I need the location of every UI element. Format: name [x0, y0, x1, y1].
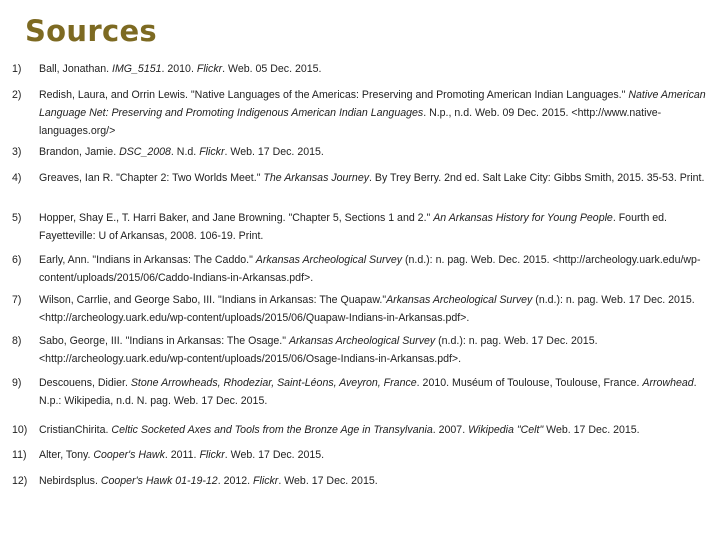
- reference-item: [12, 251, 708, 287]
- reference-title-italic: Arkansas Archeological Survey: [386, 294, 533, 306]
- reference-title-italic: DSC_2008: [119, 146, 171, 158]
- reference-number: 9): [12, 377, 22, 389]
- reference-text: [39, 209, 708, 245]
- reference-segment: . N.p.: Wikipedia, n.d. N. pag. Web. 17 Dec. 2015.: [39, 377, 697, 407]
- reference-text: [39, 251, 708, 287]
- reference-item: [12, 446, 708, 464]
- reference-item: [12, 332, 708, 368]
- reference-segment: Sabo, George, III. "Indians in Arkansas: The Osage.": [39, 335, 289, 347]
- reference-segment: Descouens, Didier.: [39, 377, 131, 389]
- reference-title-italic: Cooper's Hawk 01-19-12: [100, 475, 218, 487]
- reference-number: 8): [12, 335, 22, 347]
- reference-segment: . Web. 05 Dec. 2015.: [222, 63, 322, 75]
- reference-text: [39, 86, 708, 140]
- reference-number: 12): [12, 475, 28, 487]
- reference-number: 1): [12, 63, 22, 75]
- reference-text: [39, 60, 708, 78]
- reference-number: 11): [12, 449, 27, 461]
- reference-segment: . 2007.: [432, 424, 469, 436]
- reference-segment: . Web. 17 Dec. 2015.: [224, 449, 325, 461]
- reference-title-italic: Arrowhead: [642, 377, 694, 389]
- reference-item: [12, 472, 708, 490]
- reference-item: [12, 374, 708, 410]
- reference-segment: CristianChirita.: [39, 424, 112, 436]
- reference-segment: Wilson, Carrlie, and George Sabo, III. "Indians in Arkansas: The Quapaw.": [39, 294, 387, 306]
- reference-number: 5): [12, 212, 22, 224]
- reference-segment: . Fourth ed. Fayetteville: U of Arkansas, 2008. 106-19. Print.: [39, 212, 668, 242]
- reference-segment: (n.d.): n. pag. Web. 17 Dec. 2015. <http://archeology.uark.edu/wp-content/uploads/2015/06/Quapaw-Indians-in-Arkansas.pdf>.: [39, 294, 695, 324]
- reference-segment: Nebirdsplus.: [39, 475, 101, 487]
- reference-text: [39, 421, 708, 439]
- reference-title-italic: Flickr: [199, 146, 225, 158]
- reference-number: 2): [12, 89, 22, 101]
- reference-title-italic: Native American Language Net: Preserving and Promoting Indigenous American Indian Languages: [39, 89, 706, 119]
- reference-title-italic: The Arkansas Journey: [263, 172, 370, 184]
- reference-segment: Early, Ann. "Indians in Arkansas: The Caddo.": [39, 254, 256, 266]
- reference-item: [12, 86, 708, 140]
- reference-item: [12, 421, 708, 439]
- reference-segment: Brandon, Jamie.: [39, 146, 120, 158]
- reference-text: [39, 446, 708, 464]
- reference-title-italic: Arkansas Archeological Survey: [255, 254, 403, 266]
- page-title: Sources: [25, 14, 157, 48]
- reference-text: [39, 291, 708, 327]
- reference-segment: Hopper, Shay E., T. Harri Baker, and Jane Browning. "Chapter 5, Sections 1 and 2.": [39, 212, 434, 224]
- reference-title-italic: IMG_5151: [112, 63, 162, 75]
- reference-item: [12, 169, 708, 187]
- reference-item: [12, 143, 708, 161]
- reference-title-italic: An Arkansas History for Young People: [433, 212, 613, 224]
- reference-text: [39, 374, 708, 410]
- reference-segment: Web. 17 Dec. 2015.: [543, 424, 640, 436]
- reference-segment: . N.p., n.d. Web. 09 Dec. 2015. <http://www.native-languages.org/>: [39, 107, 662, 137]
- reference-segment: . N.d.: [170, 146, 200, 158]
- reference-number: 4): [12, 172, 22, 184]
- reference-segment: . 2011.: [164, 449, 200, 461]
- reference-number: 3): [12, 146, 22, 158]
- reference-title-italic: Stone Arrowheads, Rhodeziar, Saint-Léons, Aveyron, France: [130, 377, 417, 389]
- reference-title-italic: Flickr: [199, 449, 225, 461]
- reference-segment: . 2010.: [161, 63, 197, 75]
- reference-segment: Ball, Jonathan.: [39, 63, 113, 75]
- reference-item: [12, 209, 708, 245]
- reference-segment: . 2012.: [217, 475, 254, 487]
- reference-segment: . Web. 17 Dec. 2015.: [278, 475, 378, 487]
- reference-number: 6): [12, 254, 22, 266]
- reference-number: 7): [12, 294, 22, 306]
- reference-title-italic: Wikipedia "Celt": [468, 424, 544, 436]
- reference-segment: Greaves, Ian R. "Chapter 2: Two Worlds Meet.": [39, 172, 264, 184]
- reference-text: [39, 472, 708, 490]
- reference-segment: . Web. 17 Dec. 2015.: [224, 146, 324, 158]
- reference-item: [12, 60, 708, 78]
- reference-segment: (n.d.): n. pag. Web. 17 Dec. 2015. <http://archeology.uark.edu/wp-content/uploads/2015/06/Osage-Indians-in-Arkansas.pdf>.: [39, 335, 598, 365]
- reference-item: [12, 291, 708, 327]
- reference-title-italic: Arkansas Archeological Survey: [288, 335, 436, 347]
- reference-title-italic: Flickr: [253, 475, 279, 487]
- reference-title-italic: Flickr: [196, 63, 223, 75]
- reference-text: [39, 332, 708, 368]
- reference-text: [39, 169, 708, 187]
- reference-text: [39, 143, 708, 161]
- reference-segment: . 2010. Muséum of Toulouse, Toulouse, France.: [416, 377, 643, 389]
- reference-title-italic: Cooper's Hawk: [93, 449, 165, 461]
- reference-segment: Redish, Laura, and Orrin Lewis. "Native Languages of the Americas: Preserving and Promoting American Indian Languages.": [39, 89, 629, 101]
- reference-segment: (n.d.): n. pag. Web. Dec. 2015. <http://archeology.uark.edu/wp-content/uploads/2015/06/Caddo-Indians-in-Arkansas.pdf>.: [39, 254, 701, 284]
- reference-segment: . By Trey Berry. 2nd ed. Salt Lake City: Gibbs Smith, 2015. 35-53. Print.: [369, 172, 705, 184]
- reference-title-italic: Celtic Socketed Axes and Tools from the Bronze Age in Transylvania: [111, 424, 433, 436]
- reference-number: 10): [12, 424, 28, 436]
- reference-segment: Alter, Tony.: [39, 449, 94, 461]
